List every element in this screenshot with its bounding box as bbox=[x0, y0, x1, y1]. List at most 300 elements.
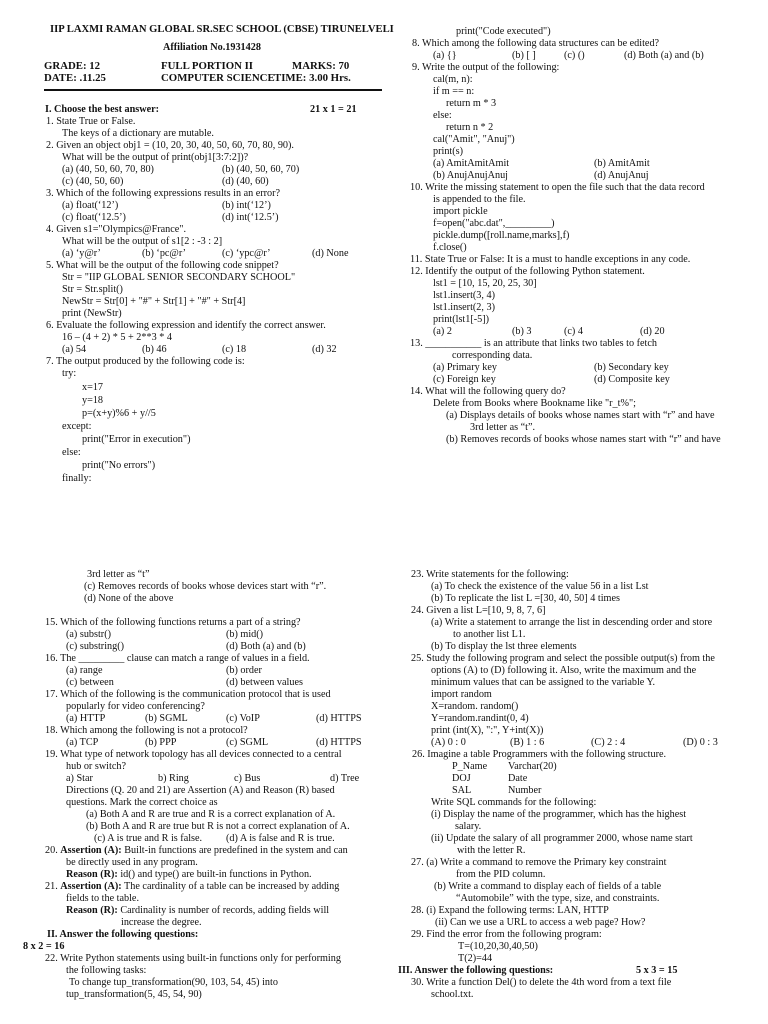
question-line bbox=[433, 170, 508, 182]
line-text: Date bbox=[508, 773, 528, 784]
line-text: (d) None of the above bbox=[84, 593, 174, 604]
question-line bbox=[66, 905, 329, 917]
line-text: import pickle bbox=[433, 206, 488, 217]
question-line bbox=[452, 785, 471, 797]
line-text: (b) To replicate the list L =[30, 40, 50] 4 times bbox=[431, 593, 620, 604]
question-line bbox=[431, 737, 466, 749]
line-text: 15. Which of the following functions returns a part of a string? bbox=[45, 617, 301, 628]
line-text: lst1.insert(3, 4) bbox=[433, 290, 495, 301]
question-line bbox=[82, 382, 103, 394]
question-line bbox=[66, 713, 105, 725]
line-text: 21. bbox=[45, 881, 61, 892]
line-text: return n * 2 bbox=[446, 122, 494, 133]
question-line bbox=[45, 749, 342, 761]
question-line bbox=[82, 395, 103, 407]
question-line bbox=[431, 833, 693, 845]
question-line bbox=[62, 308, 122, 320]
question-line bbox=[457, 845, 525, 857]
question-line bbox=[433, 74, 473, 86]
question-line bbox=[508, 785, 541, 797]
line-text: X=random. random() bbox=[431, 701, 519, 712]
question-line bbox=[87, 569, 150, 581]
question-line bbox=[431, 665, 696, 677]
line-text: 16 – (4 + 2) * 5 + 2**3 * 4 bbox=[62, 332, 172, 343]
question-line bbox=[226, 629, 263, 641]
line-text: 9. Write the output of the following: bbox=[412, 62, 560, 73]
question-line bbox=[456, 26, 551, 38]
line-text: (c) () bbox=[564, 50, 585, 61]
question-line bbox=[433, 158, 509, 170]
question-line bbox=[46, 116, 135, 128]
question-line bbox=[433, 50, 457, 62]
question-line bbox=[45, 725, 248, 737]
line-text: (b) To display the lst three elements bbox=[431, 641, 577, 652]
line-text: III. Answer the following questions: bbox=[398, 965, 554, 976]
line-text: Varchar(20) bbox=[508, 761, 557, 772]
question-line bbox=[410, 386, 566, 398]
line-text: (ii) Can we use a URL to access a web page? How? bbox=[435, 917, 646, 928]
line-text: school.txt. bbox=[431, 989, 474, 1000]
question-line bbox=[234, 773, 260, 785]
question-line bbox=[62, 128, 214, 140]
question-line bbox=[45, 104, 159, 116]
question-line bbox=[158, 773, 189, 785]
question-line bbox=[46, 140, 294, 152]
line-text: (a) range bbox=[66, 665, 103, 676]
question-line bbox=[66, 797, 218, 809]
question-line bbox=[62, 284, 123, 296]
line-text: (b) ‘pc@r’ bbox=[142, 248, 186, 259]
question-line bbox=[45, 953, 341, 965]
line-text: return m * 3 bbox=[446, 98, 497, 109]
line-text: a) Star bbox=[66, 773, 93, 784]
line-text: (d) between values bbox=[226, 677, 303, 688]
line-text: (a) ‘y@r’ bbox=[62, 248, 101, 259]
line-text: (a) 2 bbox=[433, 326, 452, 337]
line-text: to another list L1. bbox=[453, 629, 526, 640]
line-text: (d) 32 bbox=[312, 344, 337, 355]
question-line bbox=[46, 224, 186, 236]
question-line bbox=[45, 653, 310, 665]
grade-label: GRADE: 12 bbox=[44, 60, 101, 72]
line-text: minimum values that can be assigned to the variable Y. bbox=[431, 677, 656, 688]
line-text: “Automobile” with the type, size, and constraints. bbox=[456, 893, 660, 904]
line-text: To change tup_transformation(90, 103, 54, 45) into bbox=[69, 977, 278, 988]
school-name: IIP LAXMI RAMAN GLOBAL SR.SEC SCHOOL (CBSE) TIRUNELVELI bbox=[50, 24, 394, 35]
line-text: (c) A is true and R is false. bbox=[94, 833, 203, 844]
question-line bbox=[66, 677, 114, 689]
line-text: 17. Which of the following is the communication protocol that is used bbox=[45, 689, 331, 700]
question-line bbox=[62, 176, 123, 188]
question-line bbox=[46, 320, 326, 332]
line-text: (c) substring() bbox=[66, 641, 124, 652]
question-line bbox=[431, 809, 686, 821]
line-text: pickle.dump([roll.name,marks],f) bbox=[433, 230, 570, 241]
line-text: Y=random.randint(0, 4) bbox=[431, 713, 529, 724]
line-text: (c) Removes records of books whose devices start with “r”. bbox=[84, 581, 327, 592]
question-line bbox=[47, 929, 198, 941]
line-text: (b) PPP bbox=[145, 737, 177, 748]
question-line bbox=[431, 617, 712, 629]
line-text: 13. ___________ is an attribute that links two tables to fetch bbox=[410, 338, 658, 349]
question-line bbox=[412, 38, 659, 50]
line-text: (b) Both A and R are true but R is not a correct explanation of A. bbox=[86, 821, 350, 832]
line-text: 11. State True or False: It is a must to handle exceptions in any code. bbox=[410, 254, 691, 265]
question-line bbox=[431, 989, 473, 1001]
question-line bbox=[433, 218, 555, 230]
question-line bbox=[452, 761, 487, 773]
line-text: (a) Both A and R are true and R is a correct explanation of A. bbox=[86, 809, 336, 820]
question-line bbox=[431, 797, 596, 809]
line-text: 20. bbox=[45, 845, 61, 856]
question-line bbox=[433, 242, 467, 254]
question-line bbox=[433, 110, 452, 122]
question-line bbox=[62, 473, 91, 485]
question-line bbox=[23, 941, 64, 953]
question-line bbox=[66, 665, 102, 677]
question-line bbox=[431, 593, 620, 605]
question-line bbox=[226, 641, 306, 653]
line-text: else: bbox=[433, 110, 452, 121]
question-line bbox=[431, 689, 492, 701]
question-line bbox=[433, 134, 515, 146]
line-text: (a) HTTP bbox=[66, 713, 106, 724]
line-text: (a) AmitAmitAmit bbox=[433, 158, 510, 169]
line-text: (a) float(‘12’) bbox=[62, 200, 119, 211]
question-line bbox=[66, 857, 198, 869]
question-line bbox=[411, 905, 609, 917]
line-text: cal(m, n): bbox=[433, 74, 473, 85]
question-line bbox=[82, 434, 190, 446]
line-text: I. Choose the best answer: bbox=[45, 104, 160, 115]
line-text: (c) Foreign key bbox=[433, 374, 496, 385]
question-line bbox=[86, 821, 350, 833]
line-text: (c) ‘ypc@r’ bbox=[222, 248, 271, 259]
question-line bbox=[316, 713, 362, 725]
question-line bbox=[455, 821, 481, 833]
question-line bbox=[45, 881, 339, 893]
question-line bbox=[222, 164, 299, 176]
question-line bbox=[594, 158, 650, 170]
line-text: 16. The _________ clause can match a range of values in a field. bbox=[45, 653, 310, 664]
line-text: from the PID column. bbox=[456, 869, 546, 880]
line-text: (b) SGML bbox=[145, 713, 188, 724]
line-text: lst1.insert(2, 3) bbox=[433, 302, 495, 313]
question-line bbox=[46, 356, 245, 368]
line-text: (c) (40, 50, 60) bbox=[62, 176, 124, 187]
line-text: b) Ring bbox=[158, 773, 189, 784]
question-line bbox=[62, 447, 81, 459]
header-rule bbox=[44, 89, 382, 91]
question-line bbox=[508, 761, 557, 773]
question-line bbox=[226, 833, 335, 845]
question-line bbox=[452, 350, 532, 362]
line-text: 1. State True or False. bbox=[46, 116, 136, 127]
line-text: (c) 18 bbox=[222, 344, 247, 355]
line-text: (a) TCP bbox=[66, 737, 99, 748]
line-text: (b) int(‘12’) bbox=[222, 200, 271, 211]
question-line bbox=[564, 326, 583, 338]
question-line bbox=[69, 977, 278, 989]
question-line bbox=[62, 344, 86, 356]
time-label: TIME: 3.00 Hrs. bbox=[274, 72, 351, 84]
line-text: (d) (40, 60) bbox=[222, 176, 269, 187]
question-line bbox=[66, 701, 205, 713]
line-text: 27. (a) Write a command to remove the Primary key constraint bbox=[411, 857, 667, 868]
question-line bbox=[431, 581, 649, 593]
line-text: T=(10,20,30,40,50) bbox=[458, 941, 538, 952]
line-text: c) Bus bbox=[234, 773, 261, 784]
portion-label: FULL PORTION II bbox=[161, 60, 254, 72]
line-text: 5 x 3 = 15 bbox=[636, 965, 678, 976]
question-line bbox=[142, 344, 167, 356]
line-text: f=open("abc.dat",_________) bbox=[433, 218, 555, 229]
line-text: cal("Amit", "Anuj") bbox=[433, 134, 515, 145]
line-text: 26. Imagine a table Programmers with the following structure. bbox=[412, 749, 667, 760]
line-text: (a) Primary key bbox=[433, 362, 497, 373]
line-text: except: bbox=[62, 421, 92, 432]
line-text: 6. Evaluate the following expression and identify the correct answer. bbox=[46, 320, 326, 331]
question-line bbox=[142, 248, 186, 260]
line-text: 25. Study the following program and select the possible output(s) from the bbox=[411, 653, 715, 664]
question-line bbox=[433, 398, 636, 410]
question-line bbox=[508, 773, 527, 785]
line-text: lst1 = [10, 15, 20, 25, 30] bbox=[433, 278, 537, 289]
line-text: 8. Which among the following data structures can be edited? bbox=[412, 38, 660, 49]
line-text: 12. Identify the output of the following Python statement. bbox=[410, 266, 645, 277]
question-line bbox=[456, 869, 545, 881]
question-line bbox=[594, 374, 670, 386]
line-text: (b) AnujAnujAnuj bbox=[433, 170, 508, 181]
question-line bbox=[594, 170, 649, 182]
line-text: (a) Write a statement to arrange the list in descending order and store bbox=[431, 617, 713, 628]
question-line bbox=[410, 338, 657, 350]
question-line bbox=[62, 272, 295, 284]
line-text: print("No errors") bbox=[82, 460, 156, 471]
line-text: (C) 2 : 4 bbox=[591, 737, 626, 748]
question-line bbox=[433, 374, 496, 386]
line-text: (d) A is false and R is true. bbox=[226, 833, 335, 844]
question-line bbox=[512, 50, 536, 62]
line-text: (b) mid() bbox=[226, 629, 264, 640]
question-line bbox=[46, 188, 280, 200]
question-line bbox=[330, 773, 359, 785]
line-text: 24. Given a list L=[10, 9, 8, 7, 6] bbox=[411, 605, 546, 616]
question-line bbox=[62, 248, 101, 260]
question-line bbox=[512, 326, 532, 338]
line-text: (i) Display the name of the programmer, which has the highest bbox=[431, 809, 687, 820]
question-line bbox=[458, 941, 538, 953]
question-line bbox=[145, 737, 176, 749]
question-line bbox=[411, 857, 666, 869]
question-line bbox=[510, 737, 544, 749]
line-text: print (NewStr) bbox=[62, 308, 122, 319]
line-text: print("Error in execution") bbox=[82, 434, 191, 445]
question-line bbox=[145, 713, 188, 725]
question-line bbox=[446, 98, 496, 110]
line-text: (A) 0 : 0 bbox=[431, 737, 466, 748]
question-line bbox=[431, 677, 655, 689]
question-line bbox=[446, 434, 721, 446]
question-line bbox=[636, 965, 677, 977]
line-text: (c) VoIP bbox=[226, 713, 260, 724]
question-line bbox=[66, 893, 139, 905]
question-line bbox=[312, 248, 349, 260]
line-text: (d) None bbox=[312, 248, 349, 259]
line-text: (d) HTTPS bbox=[316, 737, 362, 748]
question-line bbox=[62, 212, 126, 224]
question-line bbox=[66, 965, 146, 977]
question-line bbox=[410, 254, 690, 266]
line-text: questions. Mark the correct choice as bbox=[66, 797, 218, 808]
question-line bbox=[226, 677, 303, 689]
line-text: 3rd letter as “t”. bbox=[470, 422, 536, 433]
question-line bbox=[310, 104, 357, 116]
question-line bbox=[66, 869, 312, 881]
line-text: P_Name bbox=[452, 761, 488, 772]
line-text: Directions (Q. 20 and 21) are Assertion (A) and Reason (R) based bbox=[66, 785, 335, 796]
question-line bbox=[411, 605, 546, 617]
question-line bbox=[45, 689, 331, 701]
line-text: DOJ bbox=[452, 773, 471, 784]
question-line bbox=[94, 833, 202, 845]
line-text-rest: Built-in functions are predefined in the system and can bbox=[121, 845, 348, 856]
line-text: d) Tree bbox=[330, 773, 360, 784]
question-line bbox=[398, 965, 553, 977]
question-line bbox=[226, 737, 268, 749]
question-line bbox=[66, 629, 111, 641]
question-line bbox=[452, 773, 471, 785]
question-line bbox=[431, 713, 529, 725]
question-line bbox=[412, 62, 559, 74]
question-line bbox=[433, 194, 526, 206]
line-text: Delete from Books where Bookname like "r_t%"; bbox=[433, 398, 636, 409]
question-line bbox=[433, 290, 495, 302]
line-text: (d) int(‘12.5’) bbox=[222, 212, 279, 223]
line-text: (c) SGML bbox=[226, 737, 269, 748]
line-text: finally: bbox=[62, 473, 92, 484]
emphasis-label: Assertion (A): bbox=[60, 881, 122, 892]
line-text: (d) Composite key bbox=[594, 374, 670, 385]
line-text: y=18 bbox=[82, 395, 104, 406]
question-line bbox=[66, 641, 124, 653]
line-text: (b) Secondary key bbox=[594, 362, 669, 373]
line-text: SAL bbox=[452, 785, 472, 796]
line-text: (b) AmitAmit bbox=[594, 158, 650, 169]
line-text: with the letter R. bbox=[457, 845, 526, 856]
line-text: Str = Str.split() bbox=[62, 284, 123, 295]
question-line bbox=[434, 881, 661, 893]
question-line bbox=[62, 236, 222, 248]
line-text: 8 x 2 = 16 bbox=[23, 941, 65, 952]
line-text: (a) (40, 50, 60, 70, 80) bbox=[62, 164, 154, 175]
line-text: options (A) to (D) following it. Also, write the maximum and the bbox=[431, 665, 697, 676]
question-line bbox=[316, 737, 362, 749]
question-line bbox=[66, 773, 93, 785]
line-text: 29. Find the error from the following program: bbox=[411, 929, 602, 940]
line-text: What will be the output of s1[2 : -3 : 2] bbox=[62, 236, 223, 247]
emphasis-label: Reason (R): bbox=[66, 905, 118, 916]
line-text: (d) Both (a) and (b) bbox=[226, 641, 306, 652]
question-line bbox=[121, 917, 202, 929]
line-text: p=(x+y)%6 + y//5 bbox=[82, 408, 156, 419]
line-text: (a) substr() bbox=[66, 629, 111, 640]
line-text: 4. Given s1="Olympics@France". bbox=[46, 224, 187, 235]
question-line bbox=[82, 460, 155, 472]
line-text: 30. Write a function Del() to delete the 4th word from a text file bbox=[411, 977, 672, 988]
line-text: 28. (i) Expand the following terms: LAN, HTTP bbox=[411, 905, 609, 916]
line-text: import random bbox=[431, 689, 492, 700]
question-line bbox=[222, 344, 246, 356]
line-text: hub or switch? bbox=[66, 761, 126, 772]
line-text: NewStr = Str[0] + "#" + Str[1] + "#" + Str[4] bbox=[62, 296, 246, 307]
question-line bbox=[226, 665, 262, 677]
line-text: 3rd letter as “t” bbox=[87, 569, 150, 580]
question-line bbox=[66, 785, 335, 797]
question-line bbox=[433, 86, 474, 98]
emphasis-label: Assertion (A): bbox=[60, 845, 122, 856]
question-line bbox=[84, 593, 173, 605]
line-text: (B) 1 : 6 bbox=[510, 737, 545, 748]
question-line bbox=[433, 302, 495, 314]
line-text: (c) 4 bbox=[564, 326, 583, 337]
line-text: (a) To check the existence of the value 56 in a list Lst bbox=[431, 581, 649, 592]
question-line bbox=[446, 410, 714, 422]
line-text: 14. What will the following query do? bbox=[410, 386, 566, 397]
line-text-rest: The cardinality of a table can be increased by adding bbox=[121, 881, 340, 892]
question-line bbox=[456, 893, 659, 905]
question-line bbox=[431, 641, 577, 653]
line-text: salary. bbox=[455, 821, 482, 832]
question-line bbox=[470, 422, 535, 434]
emphasis-label: Reason (R): bbox=[66, 869, 118, 880]
line-text: 18. Which among the following is not a protocol? bbox=[45, 725, 248, 736]
question-line bbox=[433, 314, 489, 326]
line-text: 21 x 1 = 21 bbox=[310, 104, 357, 115]
question-line bbox=[62, 164, 154, 176]
line-text: (a) Displays details of books whose names start with “r” and have bbox=[446, 410, 715, 421]
question-line bbox=[435, 917, 645, 929]
line-text: 3. Which of the following expressions results in an error? bbox=[46, 188, 281, 199]
question-line bbox=[312, 344, 337, 356]
line-text: tup_transformation(5, 45, 54, 90) bbox=[66, 989, 202, 1000]
question-line bbox=[222, 212, 279, 224]
question-line bbox=[66, 761, 126, 773]
question-line bbox=[411, 977, 671, 989]
line-text: if m == n: bbox=[433, 86, 475, 97]
line-text: (d) 20 bbox=[640, 326, 665, 337]
line-text: 19. What type of network topology has all devices connected to a central bbox=[45, 749, 342, 760]
line-text: print(lst1[-5]) bbox=[433, 314, 490, 325]
question-line bbox=[446, 122, 493, 134]
question-line bbox=[82, 408, 156, 420]
line-text: corresponding data. bbox=[452, 350, 533, 361]
question-line bbox=[433, 230, 569, 242]
question-line bbox=[594, 362, 669, 374]
question-line bbox=[410, 182, 705, 194]
question-line bbox=[640, 326, 665, 338]
question-line bbox=[222, 248, 271, 260]
question-line bbox=[431, 701, 518, 713]
question-line bbox=[458, 953, 492, 965]
question-line bbox=[410, 266, 645, 278]
line-text: 22. Write Python statements using built-in functions only for performing bbox=[45, 953, 341, 964]
question-line bbox=[453, 629, 525, 641]
question-line bbox=[45, 617, 301, 629]
line-text: be directly used in any program. bbox=[66, 857, 198, 868]
line-text: (b) 3 bbox=[512, 326, 532, 337]
line-text: (b) order bbox=[226, 665, 262, 676]
